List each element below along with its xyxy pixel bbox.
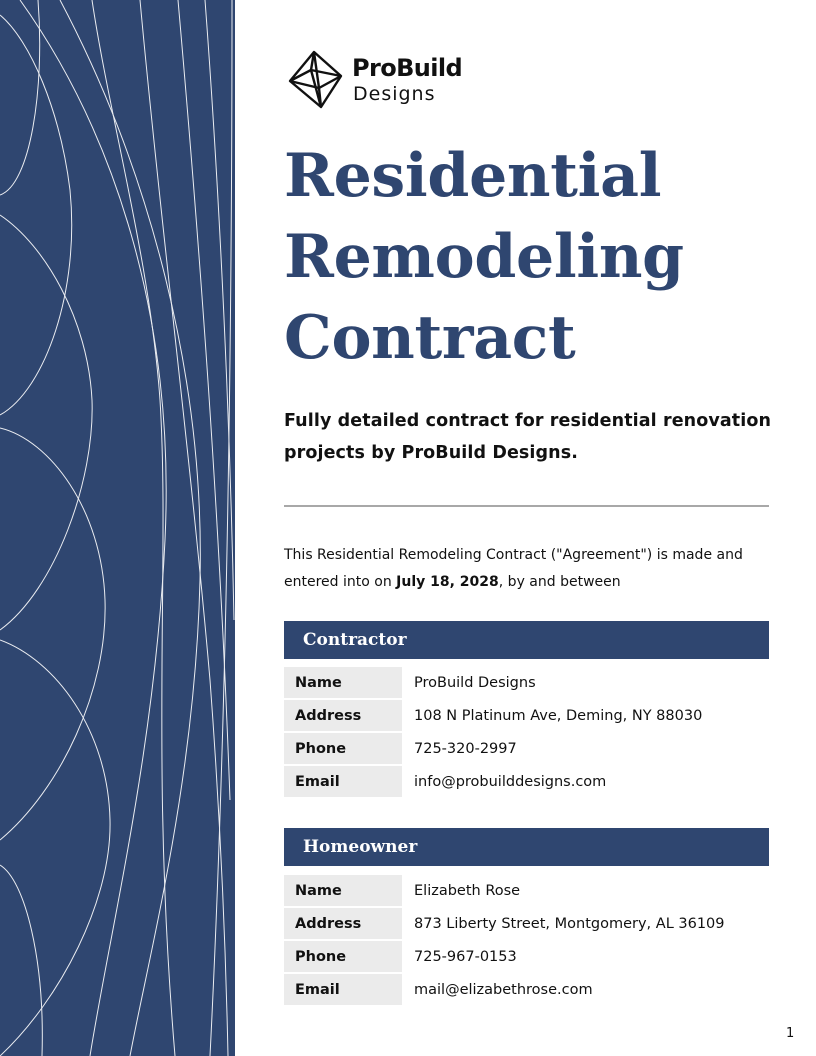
homeowner-name-value: Elizabeth Rose <box>414 882 521 899</box>
decorative-side-panel <box>0 0 235 1056</box>
table-row <box>284 667 769 698</box>
table-row <box>284 700 769 731</box>
contractor-header: Contractor <box>284 621 769 659</box>
divider <box>284 505 769 507</box>
homeowner-email-label: Email <box>284 974 402 1005</box>
homeowner-header: Homeowner <box>284 828 769 866</box>
contractor-name-value: ProBuild Designs <box>414 674 536 691</box>
intro-text-after: , by and between <box>498 573 621 590</box>
agreement-date: July 18, 2028 <box>396 573 499 590</box>
page-number: 1 <box>786 1026 795 1041</box>
brand-name: ProBuild <box>352 54 463 82</box>
homeowner-phone-label: Phone <box>284 941 402 972</box>
contractor-address-label: Address <box>284 700 402 731</box>
table-row <box>284 733 769 764</box>
homeowner-name-label: Name <box>284 875 402 906</box>
contractor-table <box>284 665 769 799</box>
title-line-3: Contract <box>284 303 576 373</box>
contractor-address-value: 108 N Platinum Ave, Deming, NY 88030 <box>414 707 703 724</box>
homeowner-email-value: mail@elizabethrose.com <box>414 981 593 998</box>
table-row <box>284 908 769 939</box>
homeowner-table <box>284 873 769 1007</box>
homeowner-address-value: 873 Liberty Street, Montgomery, AL 36109 <box>414 915 725 932</box>
homeowner-address-label: Address <box>284 908 402 939</box>
wave-lines-pattern <box>0 0 235 1056</box>
title-line-2: Remodeling <box>284 222 684 292</box>
table-row <box>284 766 769 797</box>
title-line-1: Residential <box>284 141 662 211</box>
brand-subname: Designs <box>353 83 436 105</box>
contractor-phone-value: 725-320-2997 <box>414 740 517 757</box>
table-row <box>284 941 769 972</box>
table-row <box>284 875 769 906</box>
homeowner-phone-value: 725-967-0153 <box>414 948 517 965</box>
logo-mark-icon <box>287 50 345 110</box>
contractor-phone-label: Phone <box>284 733 402 764</box>
intro-text-before: This Residential Remodeling Contract ("Agreement") is made and entered into on <box>284 547 743 590</box>
contractor-email-value: info@probuilddesigns.com <box>414 773 607 790</box>
page-title <box>284 136 804 379</box>
brand-logo <box>287 50 487 112</box>
contractor-email-label: Email <box>284 766 402 797</box>
contractor-name-label: Name <box>284 667 402 698</box>
subtitle: Fully detailed contract for residential renovation projects by ProBuild Designs. <box>284 411 772 463</box>
intro-paragraph <box>284 542 774 595</box>
table-row <box>284 974 769 1005</box>
